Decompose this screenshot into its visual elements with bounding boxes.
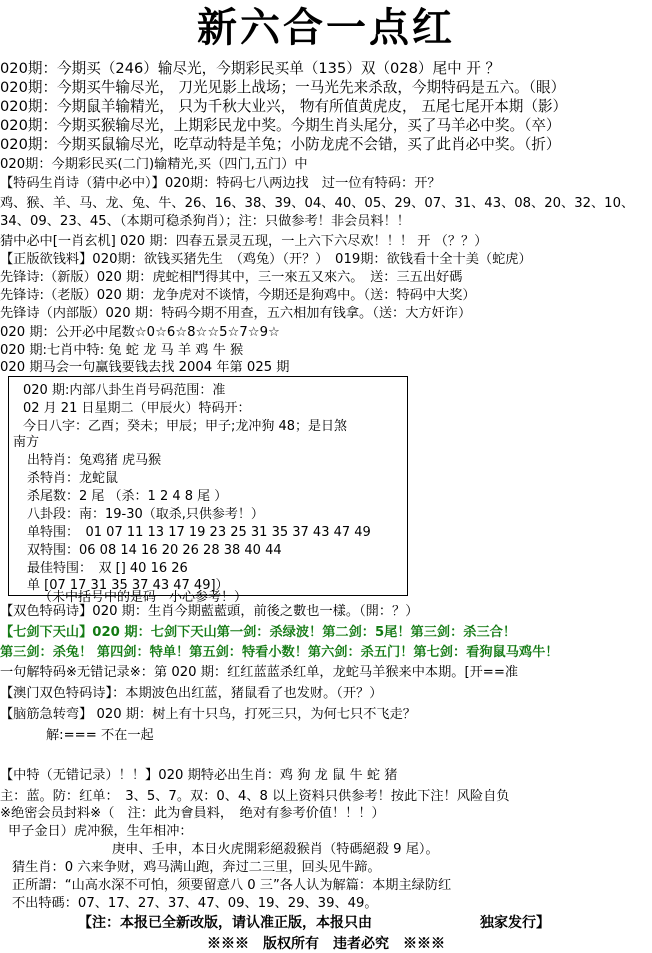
box-line: 双特围：06 08 14 16 20 26 28 38 40 44	[27, 543, 282, 558]
box-line: 今日八字：乙酉；癸未；甲辰；甲子;龙冲狗 48；是日煞	[23, 419, 348, 434]
text-line: 020期：今期鼠羊输精光， 只为千秋大业兴， 物有所值黄虎皮， 五尾七尾开本期（影）	[0, 98, 568, 115]
text-line: 【正版欲钱料】020期：欲钱买猪先生 （鸡兔）（开？） 019期：欲钱看十全十美（蛇虎）	[0, 252, 532, 267]
text-line: 020期：今期买猴输尽光，上期彩民龙中奖。今期生肖头尾分，买了马羊必中奖。（卒）	[0, 117, 561, 134]
box-line: 杀尾数：2 尾 （杀：1 2 4 8 尾 ）	[27, 489, 228, 504]
box-line: 出特肖：兔鸡猪 虎马猴	[27, 453, 162, 468]
text-line: 【特码生肖诗（猜中必中）】020期：特码七八两边找 过一位有特码：开？	[0, 176, 441, 191]
text-line: 庚申、壬申，本日火虎開彩絕殺猴肖（特碼絕殺 9 尾）。	[112, 842, 439, 857]
text-line: 【七剑下天山】020 期：七剑下天山第一剑：杀绿波！第二剑：5尾！第三剑：杀三合！	[0, 625, 517, 640]
box-line: 杀特肖：龙蛇鼠	[27, 471, 119, 486]
text-line: 020 期:七肖中特: 兔 蛇 龙 马 羊 鸡 牛 猴	[0, 343, 244, 358]
text-line: 020 期马会一句赢钱要钱去找 2004 年第 025 期	[0, 360, 290, 375]
box-line: 八卦段：南：19-30（取杀,只供参考！）	[27, 507, 264, 522]
text-line: 020期：今期买（246）输尽光，今期彩民买单（135）双（028）尾中 开 ？	[0, 60, 501, 77]
box-line: （未中括号中的是码 小心参考！）	[39, 590, 248, 605]
text-line: ※绝密会员封料※（ 注：此为會員料， 绝对有参考价值！！！）	[0, 806, 385, 821]
bagua-box	[8, 376, 408, 605]
box-line: 02 月 21 日星期二（甲辰火）特码开：	[23, 401, 251, 416]
text-line: 先锋诗:（新版）020 期：虎蛇相鬥得其中，三一來五又來六。 送：三五出好碼	[0, 270, 463, 285]
text-line: 020期：今期彩民买(二门)输精光,买（四门,五门）中	[0, 157, 308, 172]
box-line: 南方	[13, 435, 40, 450]
text-line: 【脑筋急转弯】 020 期：树上有十只鸟，打死三只，为何七只不飞走？	[0, 707, 416, 722]
text-line: 鸡、猴、羊、马、龙、兔、牛、26、16、38、39、04、40、05、29、07、31、43、08、20、32、10、	[0, 196, 635, 211]
text-line: 020期：今期买鼠输尽光，吃草动特是羊兔；小防龙虎不会错，买了此肖必中奖。（折）	[0, 136, 561, 153]
text-line: 020期：今期买牛输尽光， 刀光见影上战场；一马光先来杀敌，今期特码是五六。（眼）	[0, 79, 566, 96]
box-line: 单 [07 17 31 35 37 43 47 49]）	[27, 578, 229, 593]
copyright-notice: ※※※ 版权所有 违者必究 ※※※	[207, 936, 445, 952]
text-line: 不出特碼：07、17、27、37、47、09、19、29、39、49。	[12, 896, 378, 911]
box-line: 最佳特围： 双 [] 40 16 26	[27, 561, 188, 576]
footer-notice-b: 独家发行】	[480, 915, 550, 931]
text-line: 先锋诗:（老版）020 期：龙争虎对不谈情，今期还是狗鸡中。（送：特码中大奖）	[0, 288, 476, 303]
text-line: 一句解特码※无错记录※：第 020 期：红红蓝蓝杀红单，龙蛇马羊猴来中本期。[开==准	[0, 665, 519, 680]
page-title: 新六合一点红	[197, 4, 455, 51]
text-line: 解:=== 不在一起	[46, 728, 154, 743]
footer-notice-a: 【注：本报已全新改版，请认准正版，本报只由	[78, 915, 372, 931]
text-line: 020 期：公开必中尾数☆0☆6☆8☆☆5☆7☆9☆	[0, 325, 280, 340]
text-line: 猜生肖：0 六来争财，鸡马满山跑，奔过二三里，回头见牛蹄。	[12, 860, 381, 875]
text-line: 甲子金日）虎冲猴，生年相冲：	[8, 824, 193, 839]
text-line: 主：蓝。防：红单： 3、5、7。双：0、4、8 以上资料只供参考！按此下注！风险自负	[0, 789, 510, 804]
text-line: 正所謂：“山高水深不可怕，须要留意八 0 三”各人认为解篇：本期主绿防红	[12, 878, 452, 893]
text-line: 【澳门双色特码诗】：本期波色出红蓝，猪鼠看了也发财。（开？）	[0, 686, 383, 701]
text-line: 34、09、23、45、（本期可稳杀狗肖）；注：只做参考！非会员料！！	[0, 214, 410, 229]
text-line: 先锋诗（内部版）020 期：特码今期不用查，五六相加有钱拿。（送：大方奸诈）	[0, 306, 472, 321]
text-line: 【中特（无错记录）！！】020 期特必出生肖：鸡 狗 龙 鼠 牛 蛇 猪	[0, 768, 398, 783]
text-line: 第三剑：杀兔！ 第四剑：特单！第五剑：特看小数！第六剑：杀五门！第七剑：看狗鼠马鸡牛！	[0, 645, 559, 660]
text-line: 【双色特码诗】020 期：生肖今期藍藍頭，前後之數也一樣。（開：？）	[0, 604, 419, 619]
box-line: 020 期:内部八卦生肖号码范围：准	[23, 383, 226, 398]
box-line: 单特围： 01 07 11 13 17 19 23 25 31 35 37 43 47 49	[27, 525, 371, 540]
text-line: 猜中必中[一肖玄机] 020 期：四春五景灵五现，一上六下六尽欢！！！ 开 （？？）	[0, 234, 488, 249]
